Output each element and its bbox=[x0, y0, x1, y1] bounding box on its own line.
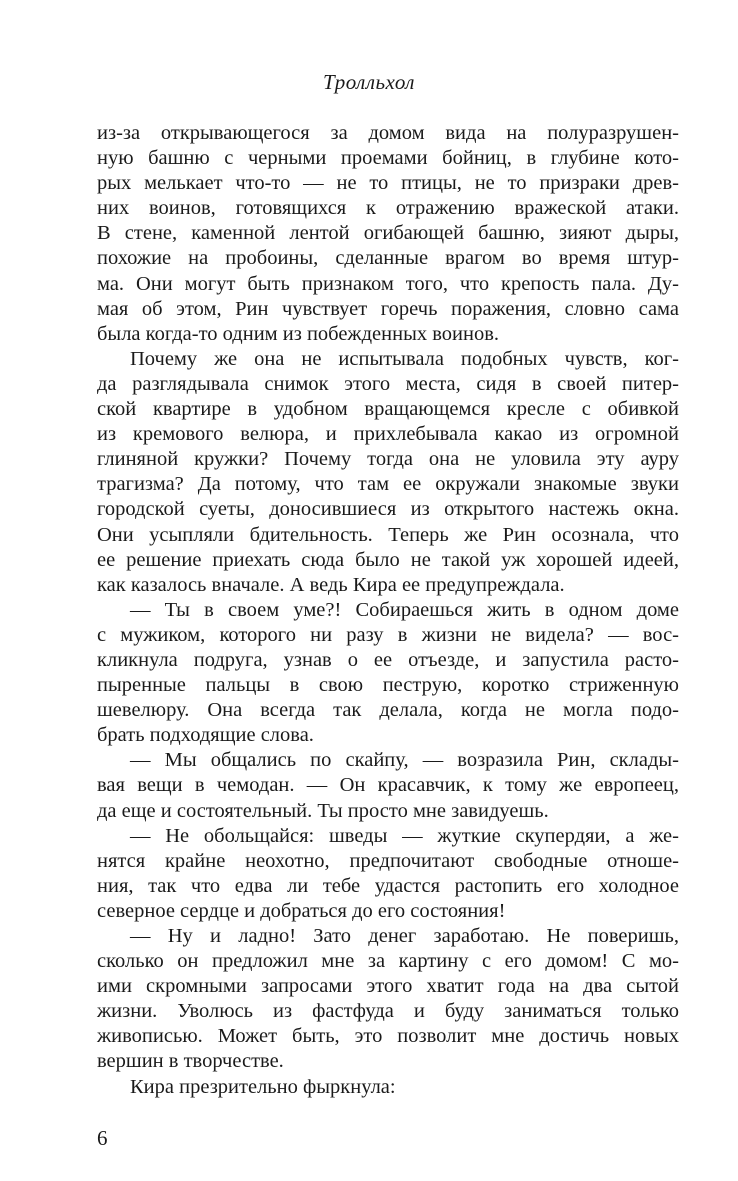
text-line: вая вещи в чемодан. — Он красавчик, к тому же европеец, bbox=[97, 774, 679, 797]
text-line: ма. Они могут быть признаком того, что крепость пала. Ду- bbox=[97, 272, 679, 295]
text-line: живописью. Может быть, это позволит мне достичь новых bbox=[97, 1025, 679, 1048]
text-line: из кремового велюра, и прихлебывала какао из огромной bbox=[97, 423, 679, 446]
paragraph bbox=[97, 121, 679, 347]
text-line: ее решение приехать сюда было не такой уж хорошей идеей, bbox=[97, 548, 679, 571]
page-number: 6 bbox=[97, 1126, 108, 1150]
text-line: Они усыпляли бдительность. Теперь же Рин осознала, что bbox=[97, 523, 679, 546]
text-line: В стене, каменной лентой огибающей башню, зияют дыры, bbox=[97, 222, 679, 245]
text-line: шевелюру. Она всегда так делала, когда не могла подо- bbox=[97, 699, 679, 722]
paragraph bbox=[97, 598, 679, 749]
text-line: трагизма? Да потому, что там ее окружали знакомые звуки bbox=[97, 473, 679, 496]
paragraph bbox=[97, 824, 679, 924]
text-line: ими скромными запросами этого хватит года на два сытой bbox=[97, 975, 679, 998]
text-line: — Ты в своем уме?! Собираешься жить в одном доме bbox=[130, 598, 679, 621]
text-line: из-за открывающегося за домом вида на полуразрушен- bbox=[97, 122, 679, 144]
text-line: похожие на пробоины, сделанные врагом во время штур- bbox=[97, 247, 679, 270]
text-line: ской квартире в удобном вращающемся кресле с обивкой bbox=[97, 398, 679, 421]
text-line: рых мелькает что-то — не то птицы, не то призраки древ- bbox=[97, 172, 679, 195]
text-line: ния, так что едва ли тебе удастся растопить его холодное bbox=[97, 874, 679, 897]
paragraph bbox=[97, 347, 679, 598]
text-line: нятся крайне неохотно, предпочитают свободные отноше- bbox=[97, 849, 679, 872]
text-line: была когда-то одним из побежденных воинов. bbox=[97, 322, 500, 345]
text-line: вершин в творчестве. bbox=[97, 1050, 284, 1073]
text-line: ную башню с черными проемами бойниц, в глубине кото- bbox=[97, 147, 679, 170]
running-head: Тролльхол bbox=[323, 70, 415, 94]
paragraph bbox=[97, 1075, 679, 1100]
text-line: пыренные пальцы в свою пеструю, коротко стриженную bbox=[97, 674, 679, 697]
text-line: Почему же она не испытывала подобных чувств, ког- bbox=[130, 347, 679, 370]
text-line: брать подходящие слова. bbox=[97, 724, 314, 747]
paragraph bbox=[97, 924, 679, 1075]
text-line: да еще и состоятельный. Ты просто мне завидуешь. bbox=[97, 799, 549, 822]
text-line: Кира презрительно фыркнула: bbox=[130, 1075, 396, 1098]
text-line: — Ну и ладно! Зато денег заработаю. Не поверишь, bbox=[130, 925, 679, 947]
text-line: городской суеты, доносившиеся из открытого настежь окна. bbox=[97, 498, 679, 521]
text-line: жизни. Уволюсь из фастфуда и буду заниматься только bbox=[97, 1000, 679, 1023]
text-line: кликнула подруга, узнав о ее отъезде, и запустила расто- bbox=[97, 648, 679, 671]
text-line: них воинов, готовящихся к отражению вражеской атаки. bbox=[97, 197, 679, 220]
text-line: — Не обольщайся: шведы — жуткие скупердяи, а же- bbox=[130, 824, 679, 847]
text-line: глиняной кружки? Почему тогда она не уловила эту ауру bbox=[97, 448, 679, 471]
text-line: сколько он предложил мне за картину с его домом! С мо- bbox=[97, 950, 679, 973]
text-line: с мужиком, которого ни разу в жизни не видела? — вос- bbox=[97, 623, 679, 646]
paragraph bbox=[97, 748, 679, 823]
text-line: да разглядывала снимок этого места, сидя в своей питер- bbox=[97, 372, 679, 395]
body-text bbox=[97, 121, 679, 1100]
text-line: как казалось вначале. А ведь Кира ее предупреждала. bbox=[97, 573, 565, 596]
text-line: мая об этом, Рин чувствует горечь поражения, словно сама bbox=[97, 297, 679, 320]
text-line: — Мы общались по скайпу, — возразила Рин, склады- bbox=[130, 749, 679, 772]
text-line: северное сердце и добраться до его состояния! bbox=[97, 899, 506, 922]
